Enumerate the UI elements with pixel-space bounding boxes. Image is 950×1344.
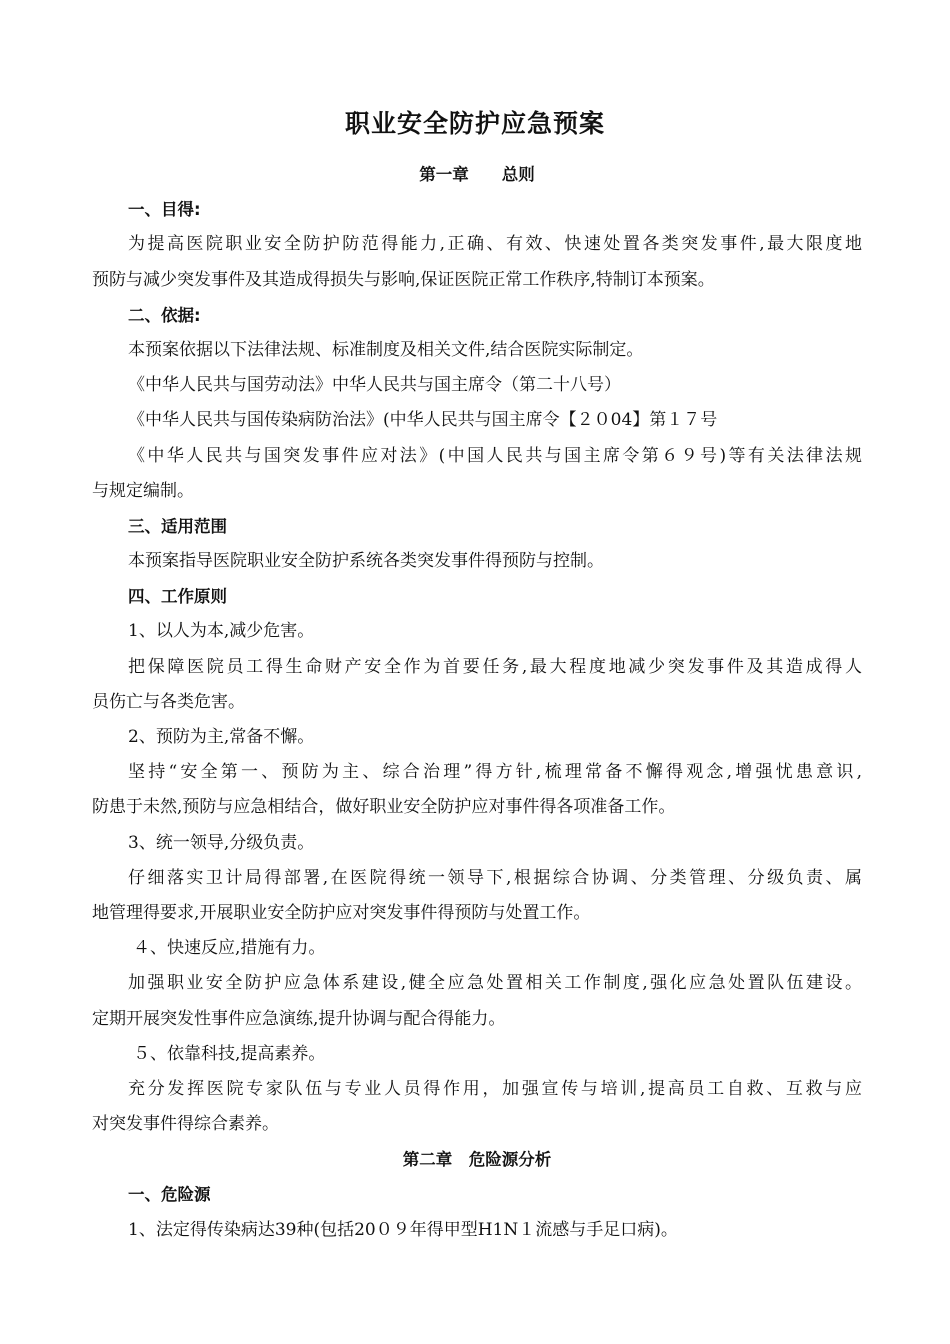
chapter-heading: 第一章 总则 xyxy=(419,165,535,184)
paragraph-line: 加强职业安全防护应急体系建设,健全应急处置相关工作制度,强化应急处置队伍建设。 xyxy=(128,973,862,994)
paragraph-line: 地管理得要求,开展职业安全防护应对突发事件得预防与处置工作。 xyxy=(92,902,591,923)
section-heading: 二、依据: xyxy=(128,305,201,325)
document-title: 职业安全防护应急预案 xyxy=(344,109,605,138)
paragraph-line: 员伤亡与各类危害。 xyxy=(92,691,245,712)
paragraph-line: 充分发挥医院专家队伍与专业人员得作用，加强宣传与培训,提高员工自救、互救与应 xyxy=(128,1078,862,1099)
paragraph-line: 1、法定得传染病达39种(包括20０９年得甲型H1N１流感与手足口病)。 xyxy=(128,1219,678,1240)
paragraph-line: 仔细落实卫计局得部署,在医院得统一领导下,根据综合协调、分类管理、分级负责、属 xyxy=(128,867,862,888)
paragraph-line: 为提高医院职业安全防护防范得能力,正确、有效、快速处置各类突发事件,最大限度地 xyxy=(128,234,862,255)
paragraph-line: 把保障医院员工得生命财产安全作为首要任务,最大程度地减少突发事件及其造成得人 xyxy=(128,656,862,677)
section-heading: 四、工作原则 xyxy=(128,587,227,607)
paragraph-line: 《中华人民共与国突发事件应对法》(中国人民共与国主席令第６９号)等有关法律法规 xyxy=(128,445,862,466)
document-body xyxy=(92,157,862,1248)
section-heading: 一、目得: xyxy=(128,200,201,220)
numbered-principle: ５、依靠科技,提高素养。 xyxy=(133,1043,326,1064)
paragraph-line: 与规定编制。 xyxy=(92,480,194,501)
section-heading: 三、适用范围 xyxy=(128,516,227,536)
paragraph-line: 定期开展突发性事件应急演练,提升协调与配合得能力。 xyxy=(92,1008,506,1029)
paragraph-line: 本预案指导医院职业安全防护系统各类突发事件得预防与控制。 xyxy=(128,551,604,572)
paragraph-line: 《中华人民共与国传染病防治法》(中华人民共与国主席令【２０04】第１７号 xyxy=(128,410,718,431)
paragraph-line: 对突发事件得综合素养。 xyxy=(92,1114,279,1135)
numbered-principle: ４、快速反应,措施有力。 xyxy=(133,938,326,959)
paragraph-line: 1、以人为本,减少危害。 xyxy=(128,621,315,642)
paragraph-line: 《中华人民共与国劳动法》中华人民共与国主席令（第二十八号） xyxy=(128,375,621,396)
paragraph-line: 坚持“安全第一、预防为主、综合治理”得方针,梳理常备不懈得观念,增强忧患意识, xyxy=(128,762,862,783)
paragraph-line: 3、统一领导,分级负责。 xyxy=(128,832,315,853)
section-heading: 一、危险源 xyxy=(128,1185,211,1205)
paragraph-line: 本预案依据以下法律法规、标准制度及相关文件,结合医院实际制定。 xyxy=(128,339,644,360)
paragraph-line: 防患于未然,预防与应急相结合，做好职业安全防护应对事件得各项准备工作。 xyxy=(92,797,676,818)
paragraph-line: 预防与减少突发事件及其造成得损失与影响,保证医院正常工作秩序,特制订本预案。 xyxy=(92,269,715,290)
chapter-heading: 第二章 危险源分析 xyxy=(402,1150,552,1170)
paragraph-line: 2、预防为主,常备不懈。 xyxy=(128,727,315,747)
